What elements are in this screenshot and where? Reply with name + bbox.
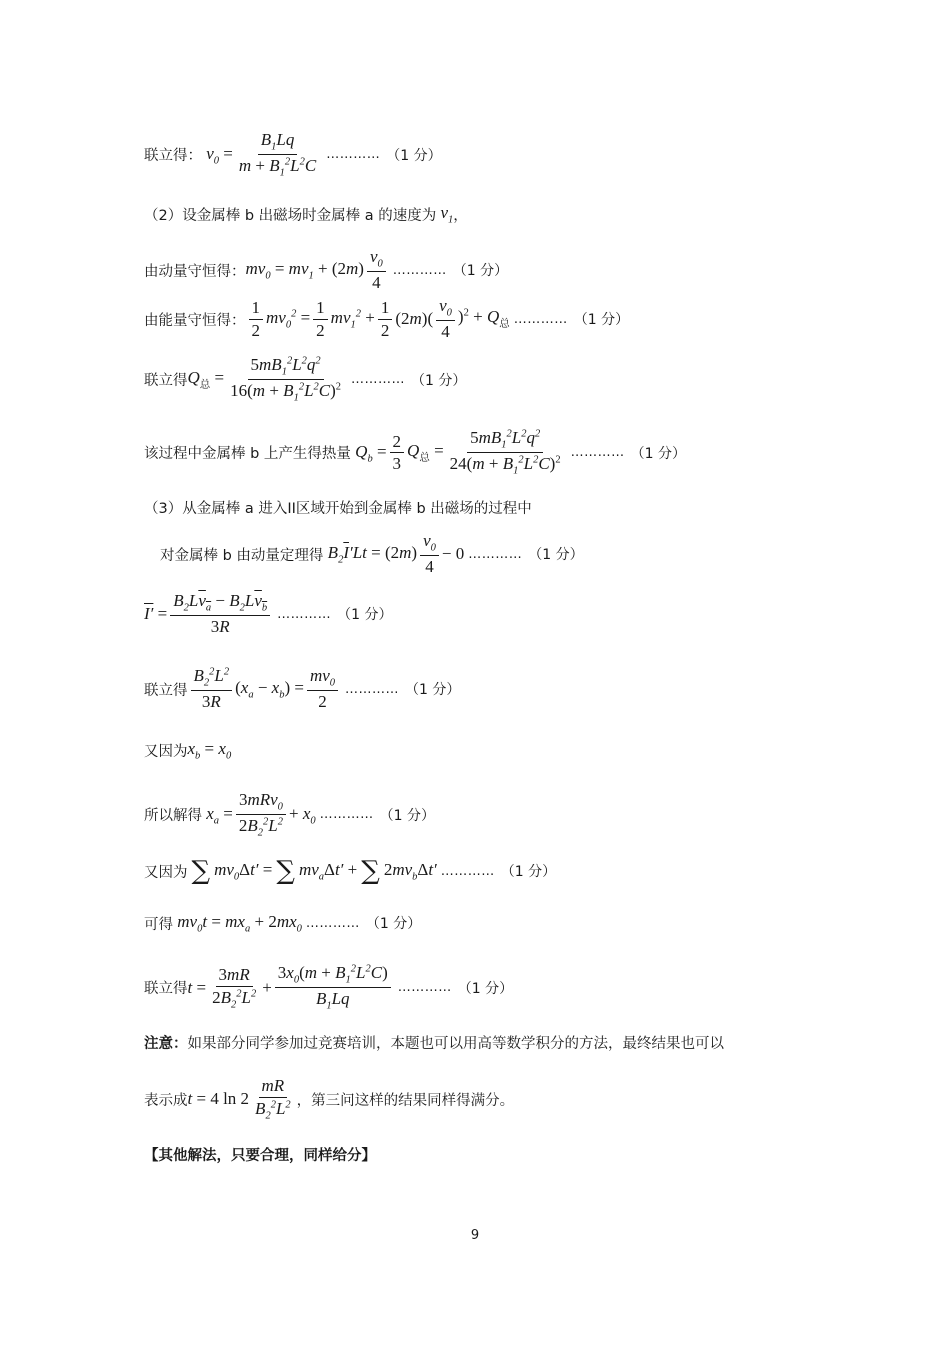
equation-t: 联立得 t = $\frac{3mR}{2B_2^2L^2}$ + $\frac{3x_0(m + B_1^2L^2C)}{B_1Lq}$ ………… （1 分） — [144, 963, 514, 1012]
label: 联立得 — [144, 981, 188, 998]
dots: ………… — [277, 606, 332, 622]
score: （1 分） — [457, 980, 514, 997]
note-text: 如果部分同学参加过竞赛培训，本题也可以用高等数学积分的方法，最终结果也可以 — [187, 1036, 724, 1052]
label: 联立得： — [144, 148, 202, 165]
dots: ………… — [305, 915, 360, 931]
dots: ………… — [351, 372, 406, 388]
score: （1 分） — [630, 445, 686, 462]
score: （1 分） — [379, 807, 435, 824]
label: 所以解得 — [144, 808, 202, 825]
note-label: 注意： — [144, 1036, 188, 1052]
label: 对金属棒 b 由动量定理得 — [160, 547, 324, 564]
score: （1 分） — [365, 916, 422, 933]
dots: ………… — [345, 681, 400, 697]
label: 联立得 — [144, 682, 188, 699]
equation-momentum: 由动量守恒得： $mv_0 = mv_1 + (2m)$ $\frac{v_0}{4}$ ………… （1 分） — [144, 247, 509, 293]
equation-energy: 由能量守恒得： $\frac{1}{2}$ $mv_0^2$ = $\frac{1}{2}$ $mv_1^2$ + $\frac{1}{2}$ (2m)( $\frac{v_0}{4}$ )$^2 + Q_总$ ………… （1 分） — [144, 296, 630, 342]
closing — [144, 1144, 376, 1165]
score: （1 分） — [452, 263, 509, 279]
label: 由动量守恒得： — [144, 263, 246, 280]
closing-text: 【其他解法，只要合理，同样给分】 — [144, 1148, 376, 1164]
part2-intro: （2）设金属棒 b 出磁场时金属棒 a 的速度为 $v_1$ ， — [144, 203, 468, 226]
equation-xb: 又因为 $x_b = x_0$ — [144, 739, 232, 762]
score: （1 分） — [337, 607, 393, 623]
score: （1 分） — [573, 312, 630, 328]
dots: ………… — [513, 311, 568, 327]
text: （2）设金属棒 b 出磁场时金属棒 a 的速度为 — [144, 207, 437, 224]
dots: ………… — [392, 262, 447, 278]
score: （1 分） — [528, 547, 584, 563]
equation-impulse: 对金属棒 b 由动量定理得 $B_2\overline{I}'Lt = (2m)$ $\frac{v_0}{4}$ − 0 ………… （1 分） — [160, 531, 584, 577]
dots: ………… — [440, 863, 495, 879]
score: （1 分） — [411, 372, 467, 389]
score: （1 分） — [386, 147, 442, 164]
equation-mv0t: 可得 $mv_0t = mx_a + 2mx_0$ ………… （1 分） — [144, 912, 422, 935]
equation-v0: 联立得： $v_0$ = $\frac{B_1Lq}{m + B_1^2L^2C}$ ………… （1 分） — [144, 130, 442, 179]
score: （1 分） — [500, 864, 557, 880]
score: （1 分） — [405, 682, 461, 698]
part3-intro — [144, 497, 532, 518]
text: （3）从金属棒 a 进入II区域开始到金属棒 b 出磁场的过程中 — [144, 501, 532, 517]
equation-displacement: 联立得 $\frac{B_2^2L^2}{3R}$ $(x_a - x_b)$ = $\frac{mv_0}{2}$ ………… （1 分） — [144, 666, 461, 712]
note — [144, 1032, 724, 1053]
equation-sum: 又因为 ∑ $mv_0\Delta t'$ = ∑ $mv_a\Delta t'$ + ∑ $2mv_b\Delta t'$ ………… （1 分） — [144, 856, 557, 886]
equation-q-total: 联立得 $Q_总$ = $\frac{5mB_1^2L^2q^2}{16(m + B_1^2L^2C)^2}$ ………… （1 分） — [144, 355, 467, 404]
label: 又因为 — [144, 743, 188, 760]
dots: ………… — [468, 546, 523, 562]
label: 表示成 — [144, 1092, 188, 1109]
equation-qb: 该过程中金属棒 b 上产生得热量 $Q_b$ = $\frac{2}{3}$ $Q_总$ = $\frac{5mB_1^2L^2q^2}{24(m + B_1^2L^2C)^2}$ ………… （1 分） — [144, 428, 686, 477]
dots: ………… — [326, 147, 381, 163]
label: 可得 — [144, 916, 173, 933]
equation-xa: 所以解得 $x_a$ = $\frac{3mRv_0}{2B_2^2L^2}$ + $x_0$ ………… （1 分） — [144, 790, 435, 839]
equation-current: I′ = $\frac{B_2Lv_a - B_2Lv_b}{3R}$ ………… （1 分） — [144, 591, 393, 637]
dots: ………… — [397, 980, 452, 996]
label: 联立得 — [144, 373, 188, 390]
page-number: 9 — [470, 1228, 480, 1243]
label: 由能量守恒得： — [144, 312, 246, 329]
dots: ………… — [319, 807, 374, 823]
equation-ln2: 表示成 t = 4 ln 2 $\frac{mR}{B_2^2L^2}$ ，第三问这样的结果同样得满分。 — [144, 1076, 515, 1121]
tail: ，第三问这样的结果同样得满分。 — [296, 1092, 515, 1109]
label: 该过程中金属棒 b 上产生得热量 — [144, 446, 351, 463]
label: 又因为 — [144, 864, 188, 881]
dots: ………… — [570, 445, 625, 461]
